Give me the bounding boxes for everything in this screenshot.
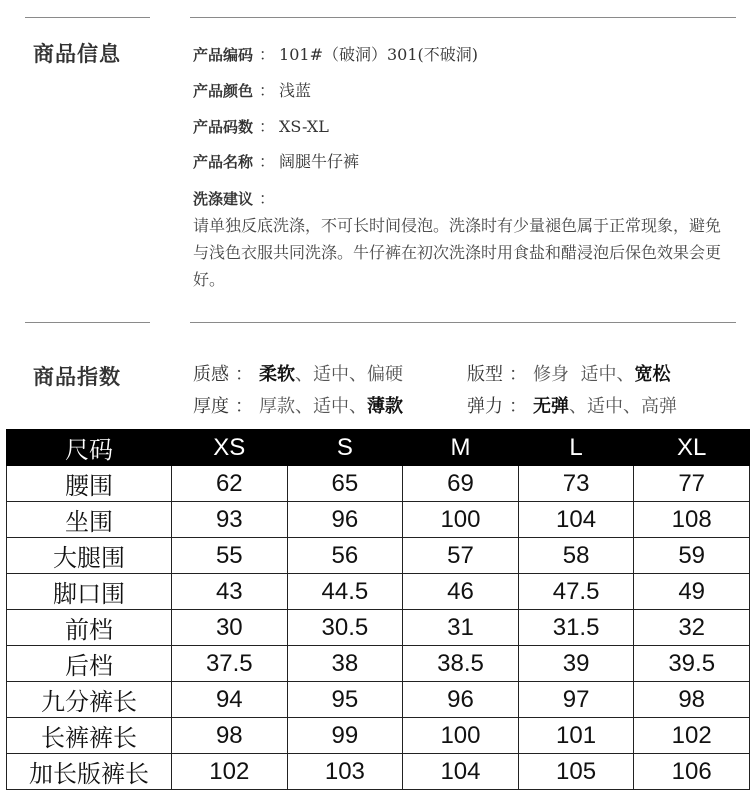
table-cell: 30 — [172, 610, 288, 646]
row-label: 九分裤长 — [7, 682, 172, 718]
table-cell: 62 — [172, 466, 288, 502]
index-comma: 、 — [349, 396, 367, 417]
table-cell: 58 — [518, 538, 634, 574]
table-cell: 100 — [403, 502, 519, 538]
table-cell: 101 — [518, 718, 634, 754]
info-label: 产品码数 — [193, 118, 254, 136]
info-row-name — [193, 149, 359, 172]
index-comma: 、 — [569, 396, 587, 417]
table-cell: 55 — [172, 538, 288, 574]
size-table — [6, 429, 750, 790]
table-cell: 103 — [287, 754, 403, 790]
table-cell: 102 — [634, 718, 750, 754]
table-cell: 31.5 — [518, 610, 634, 646]
index-option: 高弹 — [641, 396, 677, 417]
info-separator: ： — [259, 152, 276, 171]
info-value: 浅蓝 — [279, 81, 312, 100]
index-label: 弹力 — [467, 396, 503, 417]
header-cell: XS — [172, 430, 288, 466]
table-row — [7, 646, 750, 682]
table-row — [7, 682, 750, 718]
header-cell: L — [518, 430, 634, 466]
table-cell: 39.5 — [634, 646, 750, 682]
table-cell: 94 — [172, 682, 288, 718]
header-cell: M — [403, 430, 519, 466]
info-row-code — [193, 42, 478, 65]
table-cell: 99 — [287, 718, 403, 754]
row-label: 长裤裤长 — [7, 718, 172, 754]
index-comma: 、 — [616, 364, 635, 385]
header-cell: 尺码 — [7, 430, 172, 466]
mid-divider-left — [25, 322, 150, 323]
info-separator: ： — [259, 81, 276, 100]
table-cell: 65 — [287, 466, 403, 502]
info-label: 洗涤建议 — [193, 190, 254, 208]
table-cell: 59 — [634, 538, 750, 574]
index-option: 适中 — [587, 396, 623, 417]
table-cell: 96 — [403, 682, 519, 718]
info-value: 阔腿牛仔裤 — [279, 152, 360, 171]
row-label: 加长版裤长 — [7, 754, 172, 790]
top-divider-left — [25, 17, 150, 18]
index-option-selected: 无弹 — [533, 396, 569, 417]
table-cell: 108 — [634, 502, 750, 538]
table-cell: 100 — [403, 718, 519, 754]
info-row-sizes — [193, 114, 329, 137]
table-cell: 98 — [634, 682, 750, 718]
table-cell: 93 — [172, 502, 288, 538]
index-thickness — [193, 392, 403, 418]
table-cell: 39 — [518, 646, 634, 682]
index-texture — [193, 360, 403, 386]
index-option: 适中 — [313, 396, 349, 417]
index-label: 厚度 — [193, 396, 229, 417]
table-cell: 73 — [518, 466, 634, 502]
index-comma: 、 — [295, 364, 313, 385]
index-comma: 、 — [295, 396, 313, 417]
index-option-selected: 柔软 — [259, 364, 295, 385]
table-row — [7, 502, 750, 538]
index-option-selected: 薄款 — [367, 396, 403, 417]
info-row-wash — [193, 186, 279, 209]
table-cell: 38.5 — [403, 646, 519, 682]
size-table-header — [7, 430, 750, 466]
table-cell: 102 — [172, 754, 288, 790]
table-cell: 43 — [172, 574, 288, 610]
table-cell: 38 — [287, 646, 403, 682]
table-row — [7, 754, 750, 790]
row-label: 前档 — [7, 610, 172, 646]
row-label: 后档 — [7, 646, 172, 682]
index-elasticity — [467, 392, 677, 418]
table-cell: 104 — [403, 754, 519, 790]
table-row — [7, 718, 750, 754]
table-cell: 57 — [403, 538, 519, 574]
row-label: 大腿围 — [7, 538, 172, 574]
table-cell: 32 — [634, 610, 750, 646]
row-label: 脚口围 — [7, 574, 172, 610]
row-label: 坐围 — [7, 502, 172, 538]
table-cell: 105 — [518, 754, 634, 790]
info-label: 产品颜色 — [193, 82, 254, 100]
table-cell: 30.5 — [287, 610, 403, 646]
index-separator: ： — [509, 396, 527, 417]
header-cell: S — [287, 430, 403, 466]
info-row-color — [193, 78, 311, 101]
index-label: 质感 — [193, 364, 229, 385]
index-separator: ： — [235, 396, 253, 417]
index-comma: 、 — [349, 364, 367, 385]
table-cell: 104 — [518, 502, 634, 538]
index-comma: 、 — [623, 396, 641, 417]
wash-note: 请单独反底洗涤，不可长时间侵泡。洗涤时有少量褪色属于正常现象，避免与浅色衣服共同洗涤。牛仔裤在初次洗涤时用食盐和醋浸泡后保色效果会更好。 — [193, 216, 722, 289]
top-divider-right — [190, 17, 736, 18]
info-value: 101#（破洞）301(不破洞) — [279, 45, 479, 64]
index-fit — [467, 360, 670, 386]
table-cell: 77 — [634, 466, 750, 502]
info-separator: ： — [259, 189, 276, 208]
index-separator: ： — [509, 364, 527, 385]
table-cell: 69 — [403, 466, 519, 502]
index-option: 适中 — [580, 364, 617, 385]
info-value: XS-XL — [279, 117, 329, 136]
index-section-title: 商品指数 — [33, 365, 121, 389]
table-cell: 31 — [403, 610, 519, 646]
index-label: 版型 — [467, 364, 503, 385]
index-option-selected: 宽松 — [634, 364, 671, 385]
info-section-title: 商品信息 — [33, 42, 121, 66]
table-row — [7, 574, 750, 610]
table-cell: 44.5 — [287, 574, 403, 610]
index-option: 适中 — [313, 364, 349, 385]
mid-divider-right — [190, 322, 736, 323]
index-separator: ： — [235, 364, 253, 385]
table-cell: 106 — [634, 754, 750, 790]
table-cell: 97 — [518, 682, 634, 718]
table-row — [7, 610, 750, 646]
info-label: 产品名称 — [193, 153, 254, 171]
table-row — [7, 466, 750, 502]
index-option: 偏硬 — [367, 364, 403, 385]
info-separator: ： — [259, 45, 276, 64]
header-cell: XL — [634, 430, 750, 466]
index-option: 厚款 — [259, 396, 295, 417]
row-label: 腰围 — [7, 466, 172, 502]
table-cell: 95 — [287, 682, 403, 718]
table-cell: 37.5 — [172, 646, 288, 682]
table-cell: 47.5 — [518, 574, 634, 610]
index-option: 修身 — [533, 364, 569, 385]
table-row — [7, 538, 750, 574]
info-separator: ： — [259, 117, 276, 136]
table-cell: 56 — [287, 538, 403, 574]
info-label: 产品编码 — [193, 46, 254, 64]
table-cell: 96 — [287, 502, 403, 538]
table-cell: 46 — [403, 574, 519, 610]
table-cell: 49 — [634, 574, 750, 610]
table-cell: 98 — [172, 718, 288, 754]
